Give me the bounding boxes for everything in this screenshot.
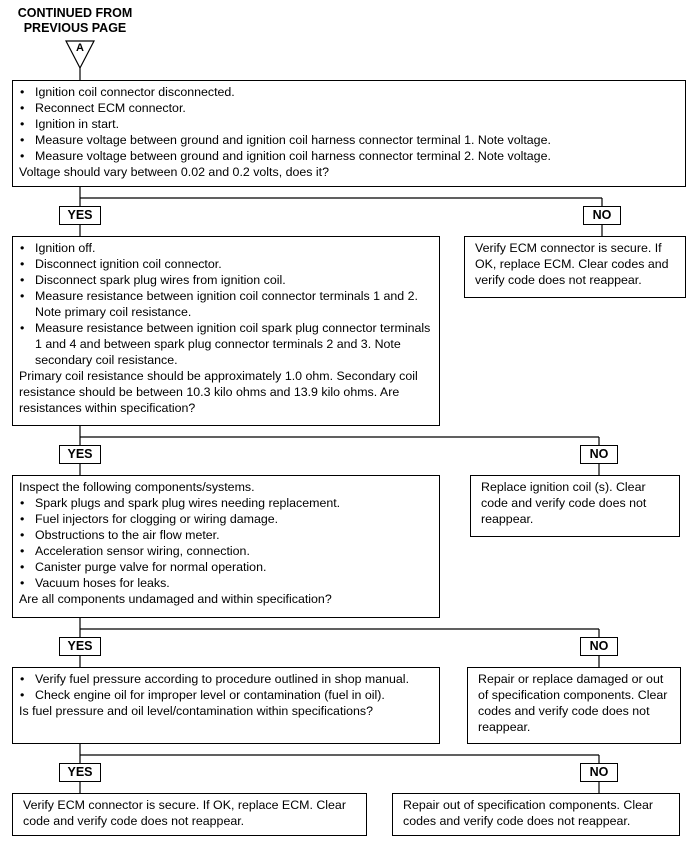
yes-label-2: YES <box>59 445 101 464</box>
step2-question: Primary coil resistance should be approximately 1.0 ohm. Secondary coil resistance should be between 10.3 kilo ohms and 13.9 kilo ohms. Are resistances within specification? <box>19 369 418 415</box>
step2-bullet-list <box>19 240 433 368</box>
step3-question: Are all components undamaged and within specification? <box>19 592 332 606</box>
step4-question: Is fuel pressure and oil level/contamination within specifications? <box>19 704 374 718</box>
step2-bullet: • Disconnect ignition coil connector. <box>19 256 433 272</box>
step1-bullet-list <box>19 84 679 164</box>
step1-question: Voltage should vary between 0.02 and 0.2 volts, does it? <box>19 165 329 179</box>
no-label-4: NO <box>580 763 618 782</box>
continued-header <box>0 6 150 36</box>
continued-header-line2: PREVIOUS PAGE <box>23 21 127 35</box>
step3-bullet: • Vacuum hoses for leaks. <box>19 575 433 591</box>
step1-bullet: • Reconnect ECM connector. <box>19 100 679 116</box>
step1-box <box>12 80 686 187</box>
no4-box: Repair out of specification components. Clear codes and verify code does not reappear. <box>392 793 680 836</box>
connector-a-label: A <box>76 42 84 54</box>
step3-box <box>12 475 440 618</box>
step4-bullet: • Check engine oil for improper level or contamination (fuel in oil). <box>19 687 433 703</box>
step2-bullet: • Measure resistance between ignition coil connector terminals 1 and 2. Note primary coil resistance. <box>19 288 433 320</box>
no1-box: Verify ECM connector is secure. If OK, replace ECM. Clear codes and verify code does not reappear. <box>464 236 686 298</box>
no-label-3: NO <box>580 637 618 656</box>
step3-intro: Inspect the following components/systems. <box>19 480 255 494</box>
yes4-box: Verify ECM connector is secure. If OK, replace ECM. Clear code and verify code does not reappear. <box>12 793 367 836</box>
step4-bullet: • Verify fuel pressure according to procedure outlined in shop manual. <box>19 671 433 687</box>
step4-box <box>12 667 440 744</box>
no-label-1: NO <box>583 206 621 225</box>
step1-bullet: • Measure voltage between ground and ignition coil harness connector terminal 1. Note voltage. <box>19 132 679 148</box>
step3-bullet: • Fuel injectors for clogging or wiring damage. <box>19 511 433 527</box>
step2-bullet: • Ignition off. <box>19 240 433 256</box>
step1-bullet: • Ignition coil connector disconnected. <box>19 84 679 100</box>
yes-label-4: YES <box>59 763 101 782</box>
step1-bullet: • Ignition in start. <box>19 116 679 132</box>
step2-box <box>12 236 440 426</box>
step2-bullet: • Measure resistance between ignition coil spark plug connector terminals 1 and 4 and between spark plug connector terminals 2 and 3. Note secondary coil resistance. <box>19 320 433 368</box>
step1-bullet: • Measure voltage between ground and ignition coil harness connector terminal 2. Note voltage. <box>19 148 679 164</box>
step4-bullet-list <box>19 671 433 703</box>
step3-bullet: • Obstructions to the air flow meter. <box>19 527 433 543</box>
step3-bullet: • Spark plugs and spark plug wires needing replacement. <box>19 495 433 511</box>
no3-box: Repair or replace damaged or out of specification components. Clear codes and verify code does not reappear. <box>467 667 681 744</box>
yes-label-1: YES <box>59 206 101 225</box>
step3-bullet: • Canister purge valve for normal operation. <box>19 559 433 575</box>
step2-bullet: • Disconnect spark plug wires from ignition coil. <box>19 272 433 288</box>
no-label-2: NO <box>580 445 618 464</box>
continued-header-line1: CONTINUED FROM <box>17 6 133 20</box>
yes-label-3: YES <box>59 637 101 656</box>
step3-bullet-list <box>19 495 433 591</box>
step3-bullet: • Acceleration sensor wiring, connection. <box>19 543 433 559</box>
no2-box: Replace ignition coil (s). Clear code and verify code does not reappear. <box>470 475 680 537</box>
